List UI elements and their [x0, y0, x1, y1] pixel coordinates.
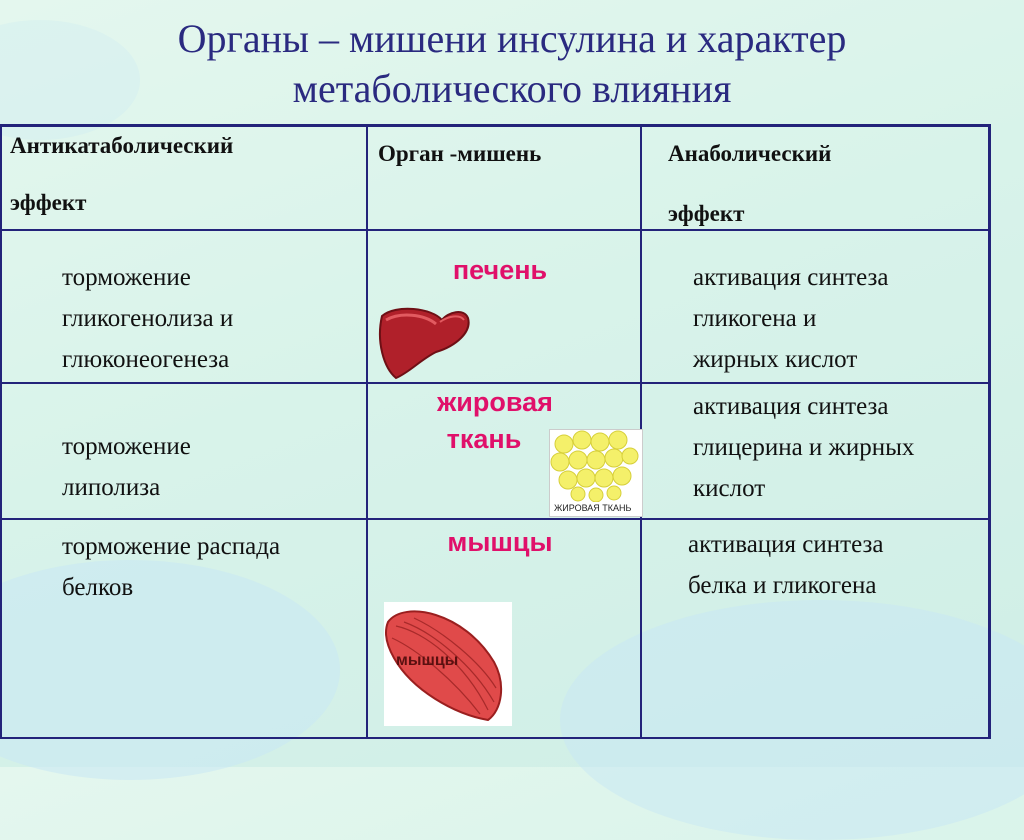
- table-border-left: [0, 124, 2, 739]
- row-3-anabolic-line: белка и гликогена: [688, 572, 877, 599]
- fat-cells-icon: [550, 430, 642, 502]
- adipose-image-caption: ЖИРОВАЯ ТКАНЬ: [554, 503, 632, 513]
- row-1-organ-label: печень: [452, 255, 548, 285]
- row-2-anticatabolic-line: торможение: [62, 433, 191, 460]
- table-column-divider: [366, 124, 368, 739]
- row-1-anticatabolic-line: торможение: [62, 264, 191, 291]
- muscle-image-caption: мышцы: [396, 652, 459, 669]
- muscle-image: [384, 602, 512, 726]
- title-line-1: Органы – мишени инсулина и характер: [177, 16, 847, 61]
- insulin-targets-table: [0, 124, 991, 739]
- liver-icon: [376, 302, 472, 382]
- row-3-anabolic: [688, 524, 883, 606]
- row-2-anticatabolic-line: липолиза: [62, 474, 161, 501]
- row-2-anabolic-line: кислот: [693, 475, 766, 502]
- row-3-anticatabolic-line: торможение распада: [62, 533, 281, 560]
- row-2-anabolic-line: глицерина и жирных: [693, 434, 915, 461]
- row-3-organ-label: мышцы: [447, 527, 553, 557]
- row-1-anabolic-line: активация синтеза: [693, 264, 889, 291]
- header-target-organ: Орган -мишень: [378, 141, 542, 166]
- table-row-divider: [0, 518, 991, 520]
- header-anticatabolic-line-2: эффект: [10, 190, 87, 215]
- table-border-bottom: [0, 737, 991, 739]
- liver-image: [376, 302, 472, 382]
- header-anabolic: [668, 140, 831, 227]
- row-2-organ-line: жировая: [437, 387, 553, 417]
- row-1-anticatabolic: [62, 257, 233, 380]
- table-border-right: [988, 124, 991, 739]
- row-1-anabolic: [693, 257, 888, 380]
- header-anticatabolic: [10, 132, 233, 216]
- header-anticatabolic-line-1: Антикатаболический: [10, 133, 234, 158]
- row-2-anabolic-line: активация синтеза: [693, 393, 889, 420]
- row-1-anabolic-line: гликогена и: [693, 305, 817, 332]
- row-1-anticatabolic-line: глюконеогенеза: [62, 346, 230, 373]
- header-anabolic-line-1: Анаболический: [668, 141, 832, 166]
- table-row-divider: [0, 229, 991, 231]
- row-1-anticatabolic-line: гликогенолиза и: [62, 305, 234, 332]
- table-border-top: [0, 124, 991, 127]
- row-3-anabolic-line: активация синтеза: [688, 531, 884, 558]
- title-line-2: метаболического влияния: [292, 66, 732, 111]
- row-3-anticatabolic: [62, 526, 280, 608]
- row-2-anticatabolic: [62, 426, 191, 508]
- row-3-anticatabolic-line: белков: [62, 574, 134, 601]
- header-anabolic-line-2: эффект: [668, 201, 745, 226]
- page-title: [0, 14, 1024, 114]
- adipose-tissue-image: [549, 429, 643, 517]
- row-2-organ-line: ткань: [446, 424, 522, 454]
- row-2-anabolic: [693, 386, 914, 509]
- row-1-anabolic-line: жирных кислот: [693, 346, 858, 373]
